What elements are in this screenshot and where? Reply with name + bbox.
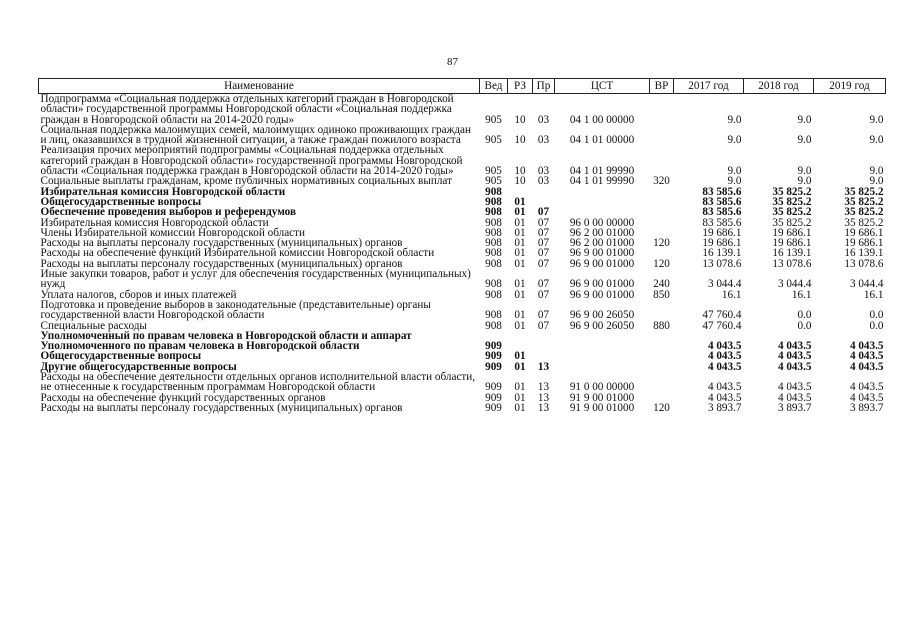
cell-2017: 9.0 [727,165,742,178]
cell-2017: 9.0 [727,113,742,126]
cell-2018: 19 686.1 [772,226,812,239]
cell-rz: 10 [514,175,526,188]
cell-2018: 16 139.1 [772,247,812,260]
cell-ved: 908 [485,288,502,301]
cell-ved: 905 [485,113,502,126]
cell-cst: 96 9 00 01000 [569,278,635,291]
cell-rz: 01 [514,309,526,322]
cell-cst [555,197,650,207]
cell-rz [508,331,533,352]
cell-pr: 07 [537,216,550,229]
cell-vr: 120 [653,401,670,414]
cell-cst: 91 9 00 01000 [569,391,635,404]
cell-2019: 4 043.5 [849,350,884,363]
cell-2019: 9.0 [869,165,884,178]
col-header-pr: Пр [533,79,555,94]
cell-pr: 07 [537,247,550,260]
cell-rz: 01 [514,278,526,291]
cell-2018: 3 044.4 [777,278,812,291]
cell-vr: 850 [653,288,670,301]
cell-2017: 19 686.1 [702,237,742,250]
cell-pr: 07 [537,237,550,250]
cell-2019: 35 825.2 [844,206,884,219]
cell-vr [650,362,674,372]
cell-vr: 880 [653,319,670,332]
table-row [39,403,886,413]
cell-2017: 47 760.4 [702,319,742,332]
cell-ved: 908 [485,226,502,239]
cell-vr [650,145,674,176]
cell-cst: 04 1 01 99990 [569,165,635,178]
cell-name: Общегосударственные вопросы [40,195,202,208]
table-row [39,269,886,290]
cell-rz: 01 [514,257,526,270]
cell-name: Расходы на выплаты персоналу государственных (муниципальных) органов [40,401,403,414]
col-header-rz: РЗ [508,79,533,94]
cell-2018: 13 078.6 [772,257,812,270]
cell-2018: 0.0 [797,319,812,332]
cell-cst [555,362,650,372]
cell-rz: 01 [514,247,526,260]
cell-rz: 01 [514,226,526,239]
cell-2018: 3 893.7 [777,401,812,414]
cell-2019: 16 139.1 [844,247,884,260]
cell-cst: 96 0 00 00000 [569,216,635,229]
cell-vr [650,125,674,146]
cell-rz: 01 [514,391,526,404]
cell-name: Иные закупки товаров, работ и услуг для обеспечения государственных (муниципальных) нужд [40,268,471,291]
cell-ved: 905 [485,165,502,178]
cell-cst: 96 9 00 01000 [569,247,635,260]
cell-name: Члены Избирательной комиссии Новгородской области [40,226,306,239]
cell-pr: 07 [537,319,550,332]
cell-vr: 240 [653,278,670,291]
cell-pr: 03 [537,165,550,178]
cell-2018: 4 043.5 [777,360,812,373]
cell-pr: 07 [537,288,550,301]
cell-name: Уплата налогов, сборов и иных платежей [40,288,237,301]
cell-cst: 04 1 01 99990 [569,175,635,188]
cell-ved: 908 [485,319,502,332]
cell-vr [650,197,674,207]
cell-ved: 908 [485,278,502,291]
cell-name: Уполномоченный по правам человека в Новгородской области и аппарат Уполномоченного по правам человека в Новгородской области [40,329,412,353]
cell-2019: 4 043.5 [849,360,884,373]
cell-2017: 13 078.6 [702,257,742,270]
cell-name: Социальная поддержка малоимущих семей, малоимущих одиноко проживающих граждан и лиц, оказавшихся в трудной жизненной ситуации, а также граждан пожилого возраста [40,123,471,147]
cell-2018: 19 686.1 [772,237,812,250]
cell-cst: 96 9 00 26050 [569,309,635,322]
cell-name: Избирательная комиссия Новгородской области [40,216,269,229]
cell-2017: 83 585.6 [702,195,742,208]
cell-pr: 13 [537,391,550,404]
cell-rz: 01 [514,360,526,373]
cell-2018: 35 825.2 [772,185,812,198]
cell-ved: 908 [485,309,502,322]
cell-2017: 16.1 [721,288,742,301]
table-row [39,125,886,146]
cell-2019: 9.0 [869,134,884,147]
cell-2019: 9.0 [869,175,884,188]
cell-name: Социальные выплаты гражданам, кроме публичных нормативных социальных выплат [40,175,452,188]
cell-cst: 91 0 00 00000 [569,381,635,394]
cell-2017: 16 139.1 [702,247,742,260]
cell-2017: 4 043.5 [707,381,742,394]
cell-pr: 07 [537,257,550,270]
cell-ved: 909 [485,401,502,414]
cell-name: Подготовка и проведение выборов в законодательные (представительные) органы государственной власти Новгородской области [40,298,431,322]
cell-name: Расходы на выплаты персоналу государственных (муниципальных) органов [40,237,403,250]
cell-pr: 07 [537,309,550,322]
cell-vr [650,187,674,197]
cell-2019: 16.1 [863,288,884,301]
cell-name: Другие общегосударственные вопросы [40,360,237,373]
cell-name: Расходы на выплаты персоналу государственных (муниципальных) органов [40,257,403,270]
table-row [39,300,886,321]
cell-rz: 01 [514,237,526,250]
col-header-cst: ЦСТ [555,79,650,94]
cell-rz: 01 [514,195,526,208]
cell-2019: 35 825.2 [844,195,884,208]
cell-2017: 4 043.5 [707,340,742,353]
cell-name: Общегосударственные вопросы [40,350,202,363]
cell-cst: 96 9 00 01000 [569,257,635,270]
cell-2019: 3 044.4 [849,278,884,291]
table-body [39,94,886,414]
cell-pr: 13 [537,381,550,394]
cell-2019: 4 043.5 [849,340,884,353]
cell-ved: 908 [485,257,502,270]
budget-table [38,78,886,413]
cell-2018: 4 043.5 [777,340,812,353]
cell-cst: 96 2 00 01000 [569,237,635,250]
cell-ved: 908 [485,195,502,208]
cell-pr: 03 [537,134,550,147]
cell-rz: 01 [514,381,526,394]
cell-ved: 909 [485,391,502,404]
cell-cst: 04 1 01 00000 [569,134,635,147]
cell-ved: 908 [485,216,502,229]
cell-ved: 908 [485,237,502,250]
cell-ved: 909 [485,350,502,363]
cell-2017: 83 585.6 [702,216,742,229]
cell-ved: 908 [485,206,502,219]
cell-2017: 3 893.7 [707,401,742,414]
cell-name: Расходы на обеспечение деятельности отдельных органов исполнительной власти области, не отнесенные к государственным программам Новгородской области [40,371,476,394]
cell-ved: 905 [485,175,502,188]
cell-rz: 01 [514,288,526,301]
cell-vr [650,218,674,228]
cell-2018: 9.0 [797,113,812,126]
cell-2018: 9.0 [797,134,812,147]
cell-cst: 91 9 00 01000 [569,401,635,414]
cell-2017: 19 686.1 [702,226,742,239]
cell-2019: 4 043.5 [849,381,884,394]
cell-ved: 909 [485,340,502,353]
cell-pr [533,187,555,197]
cell-2017: 3 044.4 [707,278,742,291]
cell-name: Подпрограмма «Социальная поддержка отдельных категорий граждан в Новгородской области» государственной программы Новгородской области «Социальная поддержка граждан в Новгородской области на 2014-2020 годы» [40,93,454,126]
cell-cst: 96 9 00 26050 [569,319,635,332]
cell-2017: 9.0 [727,134,742,147]
cell-cst: 04 1 00 00000 [569,113,635,126]
cell-name: Обеспечение проведения выборов и референдумов [40,206,297,219]
cell-2019: 19 686.1 [844,226,884,239]
cell-name: Избирательная комиссия Новгородской области [40,185,286,198]
cell-vr [650,94,674,125]
cell-name: Расходы на обеспечение функций государственных органов [40,391,326,404]
cell-cst: 96 9 00 01000 [569,288,635,301]
cell-2017: 4 043.5 [707,360,742,373]
cell-pr: 07 [537,226,550,239]
cell-2019: 35 825.2 [844,216,884,229]
cell-ved: 908 [485,247,502,260]
cell-2018: 35 825.2 [772,206,812,219]
col-header-ved: Вед [480,79,508,94]
cell-ved: 905 [485,134,502,147]
cell-name: Расходы на обеспечение функций Избирательной комиссии Новгородской области [40,247,435,260]
col-header-name: Наименование [39,79,480,94]
cell-vr [650,372,674,393]
cell-2017: 83 585.6 [702,206,742,219]
cell-pr: 07 [537,206,550,219]
cell-name: Специальные расходы [40,319,147,332]
cell-rz: 10 [514,134,526,147]
cell-vr [650,331,674,352]
cell-2019: 13 078.6 [844,257,884,270]
cell-2017: 4 043.5 [707,350,742,363]
cell-pr: 03 [537,113,550,126]
cell-rz: 01 [514,216,526,229]
cell-2017: 83 585.6 [702,185,742,198]
cell-rz: 01 [514,401,526,414]
cell-cst [555,351,650,361]
cell-rz: 01 [514,319,526,332]
cell-2018: 9.0 [797,165,812,178]
table-row [39,94,886,125]
cell-2018: 0.0 [797,309,812,322]
cell-2017: 4 043.5 [707,391,742,404]
cell-pr [533,331,555,352]
cell-rz: 10 [514,165,526,178]
cell-2019: 35 825.2 [844,185,884,198]
cell-2019: 3 893.7 [849,401,884,414]
cell-2018: 4 043.5 [777,391,812,404]
cell-cst [555,331,650,352]
cell-2018: 4 043.5 [777,350,812,363]
col-header-2017: 2017 год [674,79,744,94]
cell-2018: 16.1 [791,288,812,301]
cell-cst: 96 2 00 01000 [569,226,635,239]
cell-2018: 4 043.5 [777,381,812,394]
cell-2018: 35 825.2 [772,195,812,208]
cell-pr: 03 [537,175,550,188]
cell-2018: 35 825.2 [772,216,812,229]
cell-2019: 19 686.1 [844,237,884,250]
table-row [39,331,886,352]
cell-vr [650,351,674,361]
cell-ved: 909 [485,360,502,373]
page-number: 87 [447,56,458,68]
cell-2017: 9.0 [727,175,742,188]
cell-2019: 4 043.5 [849,391,884,404]
cell-vr: 320 [653,175,670,188]
col-header-2019: 2019 год [814,79,886,94]
cell-pr: 07 [537,278,550,291]
table-row [39,372,886,393]
cell-2017: 47 760.4 [702,309,742,322]
table-header-row [39,79,886,94]
cell-2019: 0.0 [869,319,884,332]
cell-2019: 0.0 [869,309,884,322]
cell-2019: 9.0 [869,113,884,126]
cell-rz: 01 [514,350,526,363]
cell-rz: 01 [514,206,526,219]
col-header-2018: 2018 год [744,79,814,94]
cell-vr [650,300,674,321]
cell-ved: 909 [485,381,502,394]
table-row [39,145,886,176]
cell-rz: 10 [514,113,526,126]
cell-cst [555,187,650,197]
cell-vr: 120 [653,257,670,270]
cell-pr: 13 [537,360,550,373]
cell-vr [650,207,674,217]
cell-vr: 120 [653,237,670,250]
col-header-vr: ВР [650,79,674,94]
cell-2018: 9.0 [797,175,812,188]
cell-ved: 908 [485,185,502,198]
cell-pr: 13 [537,401,550,414]
cell-name: Реализация прочих мероприятий подпрограммы «Социальная поддержка отдельных категорий граждан в Новгородской области» государственной программы Новгородской области «Социальная поддержка граждан в Новгородской области на 2014-2020 годы» [40,144,463,178]
